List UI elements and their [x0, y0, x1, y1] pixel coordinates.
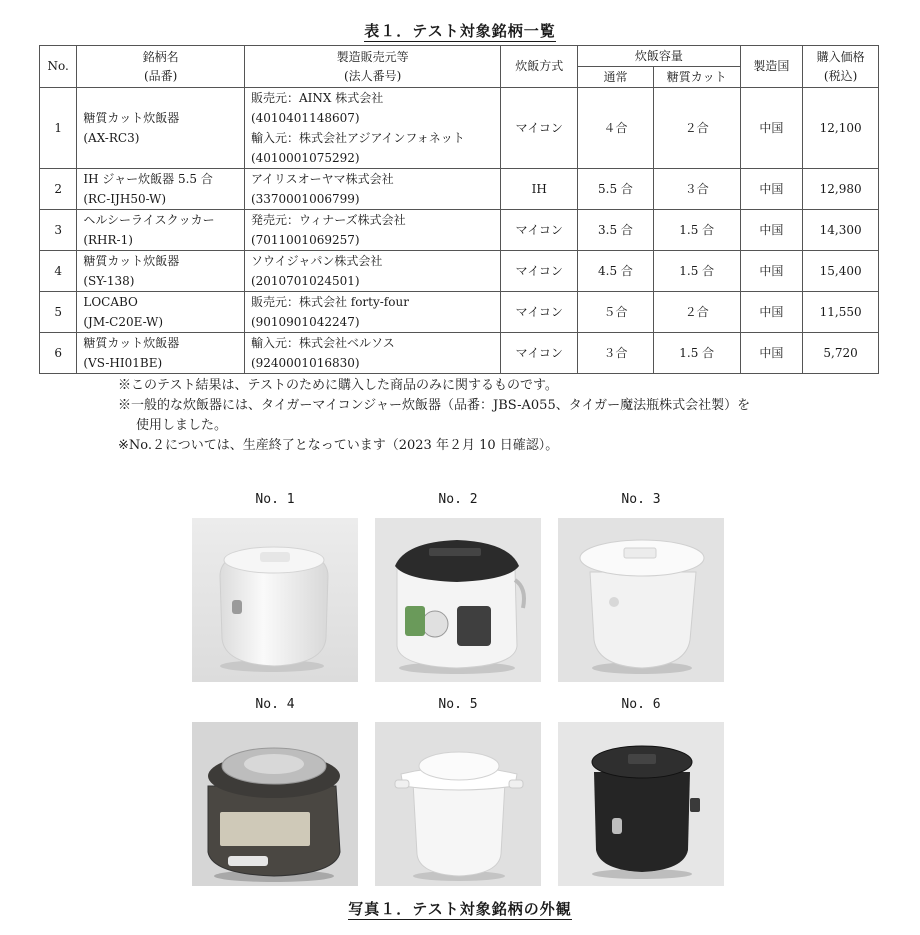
photo-label-5: No. 5	[438, 697, 478, 712]
note-2: ※一般的な炊飯器には、タイガーマイコンジャー炊飯器（品番：JBS-A055、タイガー魔法瓶株式会社製）を	[118, 398, 751, 413]
cell-lowcarb: ３合	[653, 169, 740, 210]
cell-maker: 輸入元：株式会社ベルソス (9240001016830)	[244, 333, 500, 374]
cell-price: 12,980	[803, 169, 879, 210]
cell-method: マイコン	[501, 88, 578, 169]
header-price: 購入価格 (税込)	[803, 46, 879, 88]
cell-normal: 4.5 合	[578, 251, 654, 292]
header-no: No.	[40, 46, 77, 88]
note-1: ※このテスト結果は、テストのために購入した商品のみに関するものです。	[118, 378, 558, 393]
header-cap-normal: 通常	[578, 67, 654, 88]
header-maker: 製造販売元等 (法人番号)	[244, 46, 500, 88]
cell-price: 5,720	[803, 333, 879, 374]
cell-lowcarb: 1.5 合	[653, 333, 740, 374]
photo-label-1: No. 1	[255, 492, 295, 507]
table-row	[40, 169, 879, 210]
cell-country: 中国	[740, 251, 803, 292]
photo-cooker-1	[192, 518, 358, 682]
header-cap-lowcarb: 糖質カット	[653, 67, 740, 88]
cell-no: 6	[40, 333, 77, 374]
cell-price: 14,300	[803, 210, 879, 251]
table-row	[40, 88, 879, 169]
photo-cooker-4	[192, 722, 358, 886]
cell-lowcarb: ２合	[653, 292, 740, 333]
cell-normal: 3.5 合	[578, 210, 654, 251]
cell-maker: ソウイジャパン株式会社 (2010701024501)	[244, 251, 500, 292]
cell-country: 中国	[740, 333, 803, 374]
cell-method: マイコン	[501, 292, 578, 333]
photo-label-3: No. 3	[621, 492, 661, 507]
header-country: 製造国	[740, 46, 803, 88]
header-brand: 銘柄名 (品番)	[77, 46, 245, 88]
table-row	[40, 333, 879, 374]
photo-label-2: No. 2	[438, 492, 478, 507]
cell-brand: 糖質カット炊飯器 (AX-RC3)	[77, 88, 245, 169]
cell-country: 中国	[740, 292, 803, 333]
notes	[118, 376, 750, 456]
table-row	[40, 210, 879, 251]
cell-maker: 販売元：AINX 株式会社 (4010401148607) 輸入元：株式会社アジアインフォネット (4010001075292)	[244, 88, 500, 169]
photo-caption: 写真１．テスト対象銘柄の外観	[348, 900, 572, 918]
note-3: ※No.２については、生産終了となっています（2023 年２月 10 日確認）。	[118, 438, 559, 453]
cell-no: 1	[40, 88, 77, 169]
cell-normal: ３合	[578, 333, 654, 374]
photo-cooker-5	[375, 722, 541, 886]
cell-maker: 発売元：ウィナーズ株式会社 (7011001069257)	[244, 210, 500, 251]
cell-brand: ヘルシーライスクッカー (RHR-1)	[77, 210, 245, 251]
cell-method: マイコン	[501, 251, 578, 292]
cell-price: 15,400	[803, 251, 879, 292]
cell-no: 3	[40, 210, 77, 251]
cell-brand: LOCABO (JM-C20E-W)	[77, 292, 245, 333]
cell-lowcarb: 1.5 合	[653, 210, 740, 251]
cell-normal: ４合	[578, 88, 654, 169]
cell-country: 中国	[740, 210, 803, 251]
cell-lowcarb: 1.5 合	[653, 251, 740, 292]
cell-method: マイコン	[501, 333, 578, 374]
header-method: 炊飯方式	[501, 46, 578, 88]
table-row	[40, 292, 879, 333]
cell-price: 11,550	[803, 292, 879, 333]
cell-brand: IH ジャー炊飯器 5.5 合 (RC-IJH50-W)	[77, 169, 245, 210]
cell-price: 12,100	[803, 88, 879, 169]
table-row	[40, 251, 879, 292]
photo-cooker-6	[558, 722, 724, 886]
cell-no: 5	[40, 292, 77, 333]
cell-lowcarb: ２合	[653, 88, 740, 169]
cell-method: マイコン	[501, 210, 578, 251]
photo-cooker-3	[558, 518, 724, 682]
cell-maker: 販売元：株式会社 forty-four (9010901042247)	[244, 292, 500, 333]
photo-cooker-2	[375, 518, 541, 682]
cell-country: 中国	[740, 169, 803, 210]
photo-label-4: No. 4	[255, 697, 295, 712]
cell-method: IH	[501, 169, 578, 210]
cell-no: 4	[40, 251, 77, 292]
table-title: 表１．テスト対象銘柄一覧	[364, 22, 556, 40]
cell-brand: 糖質カット炊飯器 (VS-HI01BE)	[77, 333, 245, 374]
product-table	[39, 45, 879, 374]
note-2-cont: 使用しました。	[136, 418, 228, 433]
cell-normal: ５合	[578, 292, 654, 333]
cell-country: 中国	[740, 88, 803, 169]
cell-brand: 糖質カット炊飯器 (SY-138)	[77, 251, 245, 292]
photo-label-6: No. 6	[621, 697, 661, 712]
cell-no: 2	[40, 169, 77, 210]
header-capacity: 炊飯容量	[578, 46, 741, 67]
cell-normal: 5.5 合	[578, 169, 654, 210]
cell-maker: アイリスオーヤマ株式会社 (3370001006799)	[244, 169, 500, 210]
